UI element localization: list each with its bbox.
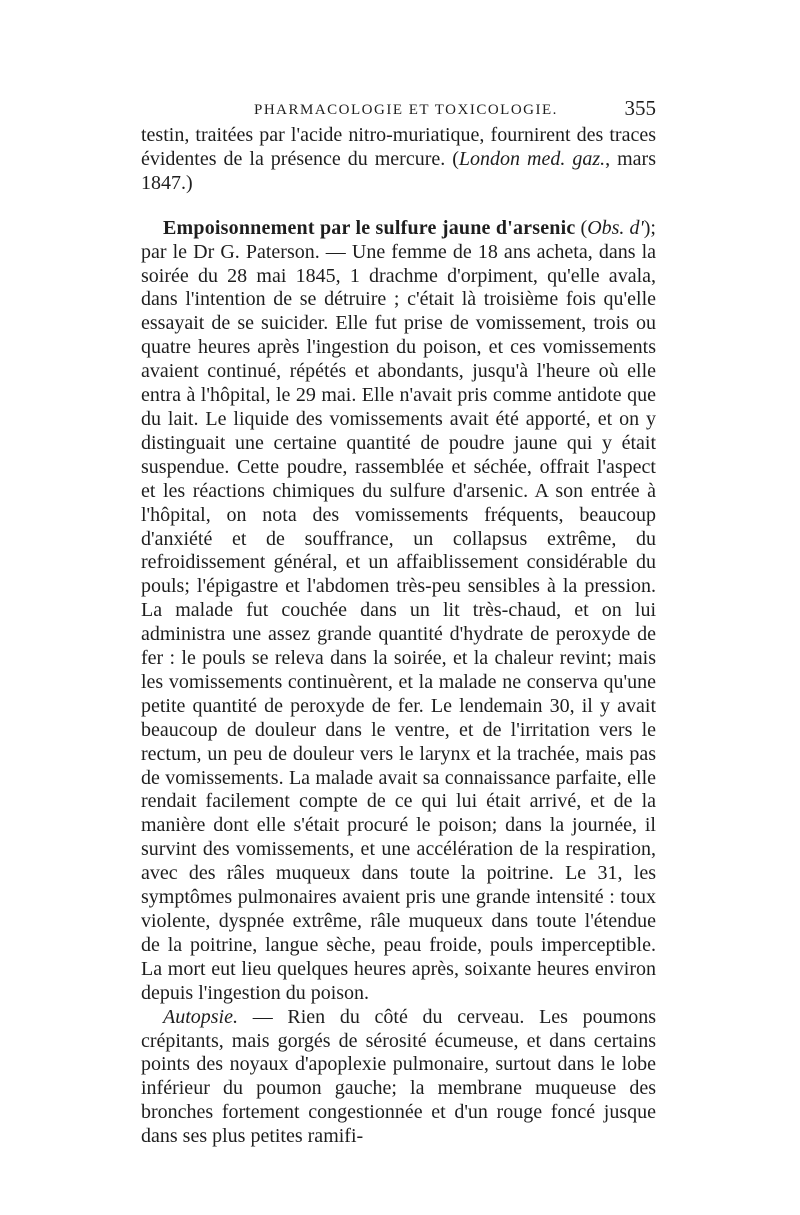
running-header: [141, 96, 656, 124]
citation-date: , mars 1847.): [141, 147, 656, 194]
document-page: [141, 96, 656, 1149]
section-run-in-title: Empoisonnement par le sulfure jaune d'arsenic: [163, 216, 576, 239]
observation-reference: Obs. d': [587, 216, 644, 239]
obs-close: );: [643, 216, 656, 239]
paragraph-continuation: [141, 124, 656, 196]
paragraph-autopsy: [141, 1006, 656, 1149]
source-citation: London med. gaz.: [458, 147, 606, 170]
obs-open: (: [575, 216, 588, 239]
running-title: PHARMACOLOGIE ET TOXICOLOGIE.: [254, 102, 558, 118]
page-number: 355: [624, 96, 656, 120]
autopsy-label: Autopsie.: [163, 1005, 238, 1028]
paragraph-text: — Rien du côté du cerveau. Les poumons crépitants, mais gorgés de sérosité écumeuse, et dans certains points des noyaux d'apoplexie pulmonaire, surtout dans le lobe inférieur du poumon gauche; la membrane muqueuse des bronches fortement congestionnée et d'un rouge foncé jusque dans ses plus petites ramifi-: [141, 1005, 656, 1148]
paragraph-text: par le Dr G. Paterson. — Une femme de 18 ans acheta, dans la soirée du 28 mai 1845, 1 drachme d'orpiment, qu'elle avala, dans l'intention de se détruire ; c'était là troisième fois qu'elle essayait de se suicider. Elle fut prise de vomissement, trois ou quatre heures après l'ingestion du poison, et ces vomissements avaient continué, répétés et abondants, jusqu'à l'heure où elle entra à l'hôpital, le 29 mai. Elle n'avait pris comme antidote que du lait. Le liquide des vomissements avait été apporté, et on y distinguait une certaine quantité de poudre jaune qui y était suspendue. Cette poudre, rassemblée et séchée, offrait l'aspect et les réactions chimiques du sulfure d'arsenic. A son entrée à l'hôpital, on nota des vomissements fréquents, beaucoup d'anxiété et de souffrance, un collapsus extrême, du refroidissement général, et un affaiblissement considérable du pouls; l'épigastre et l'abdomen très-peu sensibles à la pression. La malade fut couchée dans un lit très-chaud, et on lui administra une assez grande quantité d'hydrate de peroxyde de fer : le pouls se releva dans la soirée, et la chaleur revint; mais les vomissements continuèrent, et la malade ne conserva qu'une petite quantité de peroxyde de fer. Le lendemain 30, il y avait beaucoup de douleur dans le ventre, et de l'irritation vers le rectum, un peu de douleur vers le larynx et la trachée, mais pas de vomissements. La malade avait sa connaissance parfaite, elle rendait facilement compte de ce qui lui était arrivé, et de la manière dont elle s'était procuré le poison; dans la journée, il survint des vomissements, et une accélération de la respiration, avec des râles muqueux dans toute la poitrine. Le 31, les symptômes pulmonaires avaient pris une grande intensité : toux violente, dyspnée extrême, râle muqueux dans toute l'étendue de la poitrine, langue sèche, peau froide, pouls imperceptible. La mort eut lieu quelques heures après, soixante heures environ depuis l'ingestion du poison.: [141, 240, 656, 1004]
paragraph-case-report: [141, 217, 656, 1006]
paragraph-text: testin, traitées par l'acide nitro-muriatique, fournirent des traces évidentes de la présence du mercure. (: [141, 124, 656, 170]
